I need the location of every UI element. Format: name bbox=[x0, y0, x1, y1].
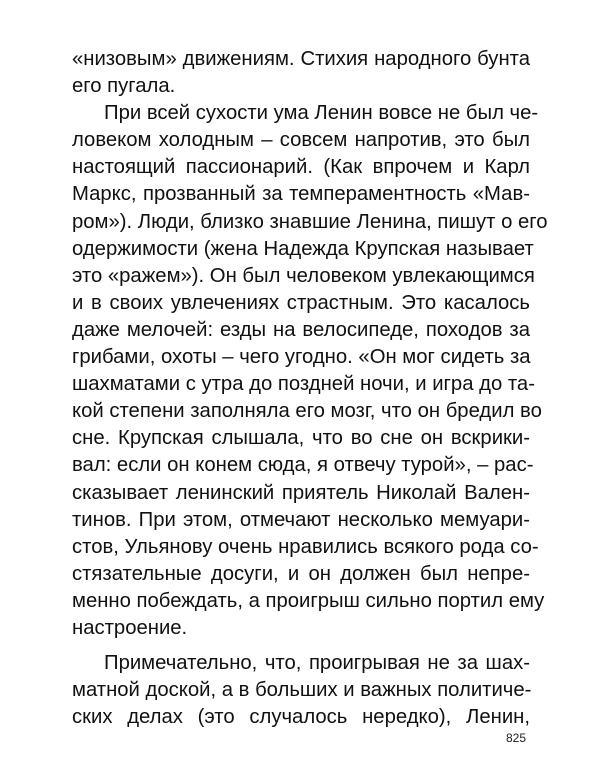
page-number: 825 bbox=[505, 731, 526, 745]
text-line: кой степени заполняла его мозг, что он бредил во bbox=[72, 400, 542, 423]
text-line: одержимости (жена Надежда Крупская называет bbox=[72, 237, 534, 260]
text-line: и в своих увлечениях страстным. Это касалось bbox=[72, 291, 530, 314]
text-line: шахматами с утра до поздней ночи, и игра до та- bbox=[72, 373, 535, 396]
text-line: его пугала. bbox=[72, 75, 176, 98]
text-line: матной доской, а в больших и важных политиче- bbox=[72, 679, 532, 702]
text-line: это «ражем»). Он был человеком увлекающимся bbox=[72, 264, 535, 287]
text-line: настоящий пассионарий. (Как впрочем и Карл bbox=[72, 156, 530, 179]
text-line: ловеком холодным – совсем напротив, это был bbox=[72, 129, 530, 152]
text-line: вал: если он конем сюда, я отвечу турой», – рас- bbox=[72, 454, 534, 477]
text-line: ских делах (это случалось нередко), Ленин, bbox=[72, 706, 530, 729]
text-line: грибами, охоты – чего угодно. «Он мог сидеть за bbox=[72, 346, 531, 369]
text-line: При всей сухости ума Ленин вовсе не был че- bbox=[104, 102, 539, 125]
text-line: настроение. bbox=[72, 616, 188, 639]
text-line: сне. Крупская слышала, что во сне он вскрики- bbox=[72, 427, 530, 450]
text-line: менно побеждать, а проигрыш сильно портил ему bbox=[72, 589, 545, 612]
text-line: сказывает ленинский приятель Николай Вален- bbox=[72, 481, 530, 504]
text-line: Примечательно, что, проигрывая не за шах- bbox=[104, 652, 530, 675]
text-line: Маркс, прозванный за темпераментность «Мав- bbox=[72, 183, 530, 206]
text-line: тинов. При этом, отмечают несколько мемуари- bbox=[72, 508, 530, 531]
paragraph-continuation bbox=[72, 46, 530, 100]
text-line: «низовым» движениям. Стихия народного бунта bbox=[72, 48, 530, 70]
text-line: ром»). Люди, близко знавшие Ленина, пишут о его bbox=[72, 210, 548, 233]
text-line: стязательные досуги, и он должен был непре- bbox=[72, 562, 530, 585]
paragraph bbox=[72, 650, 530, 731]
text-line: стов, Ульянову очень нравились всякого рода со- bbox=[72, 535, 539, 558]
page-text bbox=[72, 46, 548, 731]
text-line: даже мелочей: езды на велосипеде, походов за bbox=[72, 318, 530, 341]
paragraph bbox=[72, 100, 548, 642]
